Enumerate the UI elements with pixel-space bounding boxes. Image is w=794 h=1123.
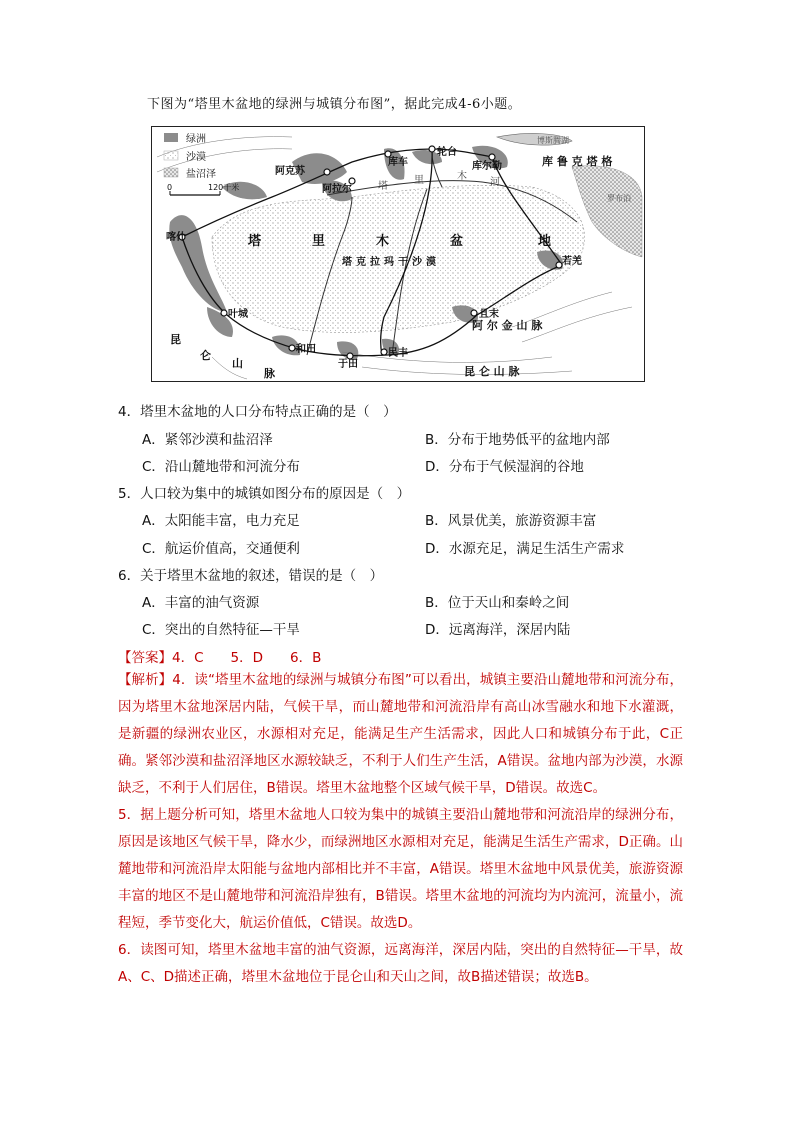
question-5-option-b: B．风景优美，旅游资源丰富 (425, 513, 597, 529)
kunlun-west-char: 脉 (264, 367, 275, 380)
kunlun-east-label: 昆 仑 山 脉 (464, 365, 520, 378)
question-4-option-a: A．紧邻沙漠和盐沼泽 (142, 432, 273, 448)
map-legend (164, 132, 239, 195)
question-4-stem: 4．塔里木盆地的人口分布特点正确的是（ ） (118, 404, 397, 420)
scale-zero: 0 (167, 183, 173, 192)
analysis-paragraph-6: 6．读图可知，塔里木盆地丰富的油气资源，远离海洋，深居内陆，突出的自然特征—干旱，故A、C、D描述正确，塔里木盆地位于昆仑山和天山之间，故B描述错误；故选B。 (118, 942, 683, 985)
city-marker (221, 310, 227, 316)
question-6-stem: 6．关于塔里木盆地的叙述，错误的是（ ） (118, 568, 384, 584)
question-4-option-c: C．沿山麓地带和河流分布 (142, 459, 300, 475)
basin-label-char: 里 (312, 234, 326, 249)
desert-name-label: 塔克拉玛干沙漠 (342, 257, 440, 268)
map-canvas (152, 127, 644, 381)
city-marker (471, 310, 477, 316)
question-6-option-d: D．远离海洋，深居内陆 (425, 622, 571, 638)
question-6-option-a: A．丰富的油气资源 (142, 595, 260, 611)
kunlun-west-char: 仑 (200, 349, 211, 362)
tarim-river-char: 河 (490, 177, 500, 188)
city-marker (324, 169, 330, 175)
question-5-stem: 5．人口较为集中的城镇如图分布的原因是（ ） (118, 486, 411, 502)
question-4-option-d: D．分布于气候湿润的谷地 (425, 459, 584, 475)
question-5-option-d: D．水源充足，满足生活生产需求 (425, 541, 625, 557)
basin-label-char: 塔 (248, 234, 262, 249)
city-label: 和田 (296, 344, 316, 355)
question-6-option-c: C．突出的自然特征—干旱 (142, 622, 300, 638)
city-label: 喀什 (166, 232, 186, 243)
legend-oasis-label: 绿洲 (186, 134, 206, 145)
basin-label-char: 木 (376, 234, 390, 249)
city-marker (489, 154, 495, 160)
city-label: 若羌 (562, 256, 582, 267)
bosten-lake-label: 博斯腾湖 (537, 136, 569, 145)
tarim-river-char: 塔 (378, 181, 388, 192)
question-4-option-b: B．分布于地势低平的盆地内部 (425, 432, 610, 448)
question-6-option-b: B．位于天山和秦岭之间 (425, 595, 570, 611)
tarim-river-char: 里 (414, 175, 424, 186)
city-marker (429, 146, 435, 152)
analysis-paragraph-5: 5．据上题分析可知，塔里木盆地人口较为集中的城镇主要沿山麓地带和河流沿岸的绿洲分布，原因是该地区气候干旱，降水少，而绿洲地区水源相对充足，能满足生活生产需求，D正确。山麓地带和河流沿岸太阳能与盆地内部相比并不丰富，A错误。塔里木盆地中风景优美，旅游资源丰富的地区不是山麓地带和河流沿岸独有，B错误。塔里木盆地的河流均为内流河，流量小，流程短，季节变化大，航运价值低，C错误。故选D。 (118, 807, 683, 931)
answer-line: 【答案】4．C 5．D 6．B (118, 650, 322, 666)
lop-nur-label: 罗布泊 (607, 194, 631, 203)
city-label: 轮台 (437, 147, 457, 158)
legend-salt-marsh-label: 盐沼泽 (186, 169, 216, 180)
kuruk-tag-label: 库 鲁 克 塔 格 (542, 155, 613, 168)
tarim-river-char: 木 (457, 171, 467, 182)
city-marker (381, 349, 387, 355)
city-label: 库尔勒 (472, 161, 502, 172)
city-label: 民丰 (388, 348, 408, 359)
city-label: 阿拉尔 (322, 184, 352, 195)
kunlun-west-char: 山 (232, 357, 243, 370)
basin-label-char: 盆 (450, 234, 464, 249)
city-label: 库车 (388, 157, 408, 168)
city-label: 阿克苏 (275, 166, 305, 177)
analysis-block (118, 667, 683, 991)
legend-desert-label: 沙漠 (186, 152, 206, 163)
city-label: 且末 (479, 309, 499, 320)
question-5-option-c: C．航运价值高，交通便利 (142, 541, 300, 557)
question-5-option-a: A．太阳能丰富，电力充足 (142, 513, 300, 529)
analysis-paragraph-4: 【解析】4．读“塔里木盆地的绿洲与城镇分布图”可以看出，城镇主要沿山麓地带和河流分布，因为塔里木盆地深居内陆，气候干旱，而山麓地带和河流沿岸有高山冰雪融水和地下水灌溉，是新疆的绿洲农业区，水源相对充足，能满足生产生活需求，因此人口和城镇分布于此，C正确。紧邻沙漠和盐沼泽地区水源较缺乏，不利于人们生产生活，A错误。盆地内部为沙漠，水源缺乏，不利于人们居住，B错误。塔里木盆地整个区域气候干旱，D错误。故选C。 (118, 672, 683, 796)
altun-mountains-label: 阿 尔 金 山 脉 (472, 319, 543, 332)
basin-label-char: 地 (538, 234, 552, 249)
city-label: 于田 (338, 359, 358, 370)
intro-text: 下图为“塔里木盆地的绿洲与城镇分布图”，据此完成4-6小题。 (147, 97, 522, 112)
city-marker (289, 345, 295, 351)
kunlun-west-char: 昆 (170, 333, 181, 346)
city-label: 叶城 (228, 309, 248, 320)
scale-end: 120千米 (208, 183, 240, 192)
tarim-basin-map (151, 126, 645, 382)
